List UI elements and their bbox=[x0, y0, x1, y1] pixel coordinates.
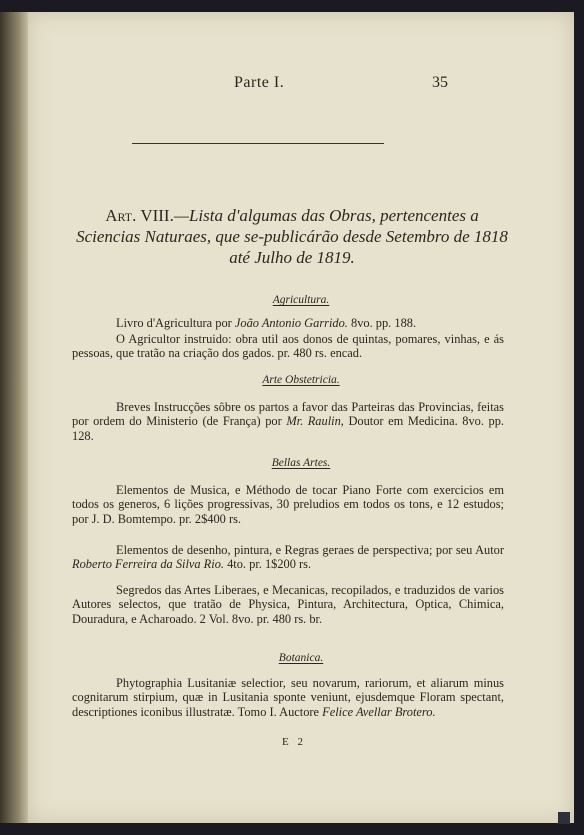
entry-text: Phytographia Lusitaniæ selectior, seu novarum, rariorum, et aliarum minus cognitarum stirpium, quæ in Lusitania sponte veniunt, ejusdemque Floram spectant, descriptiones iconibus illustratæ. Tomo I. Auctore bbox=[72, 676, 504, 719]
entry-text: Segredos das Artes Liberaes, e Mecanicas, recopilados, e traduzidos de varios Autores selectos, que tratão de Physica, Pintura, Architectura, Optica, Chimica, Douradura, e Acharoado. 2 Vol. 8vo. pr. 480 rs. br. bbox=[72, 583, 504, 626]
entry-tail: , Doutor em Medicina. 8vo. pp. 128. bbox=[72, 414, 505, 443]
entry-tail: 4to. pr. 1$200 rs. bbox=[224, 557, 312, 572]
section-heading-bellas-artes: Bellas Artes. bbox=[271, 457, 331, 469]
section-heading-obstetricia: Arte Obstetricia. bbox=[262, 374, 340, 386]
entry-author: João Antonio Garrido. bbox=[234, 316, 348, 330]
entry-author: Roberto Ferreira da Silva Rio. bbox=[72, 557, 224, 572]
section-heading-botanica: Botanica. bbox=[278, 652, 324, 664]
entry-phytographia bbox=[72, 676, 504, 719]
entry-text: Elementos de Musica, e Méthodo de tocar Piano Forte com exercicios em todos os generos, 6 lições progressivas, 30 preludios em todos os tons, e 12 estudos; por J. D. Bomtempo. pr. 2$400 rs. bbox=[72, 483, 504, 526]
entry-breves-instruccoes bbox=[72, 400, 504, 443]
article-title: —Lista d'algumas das Obras, pertencentes a Sciencias Naturaes, que se-publicárão desde Setembro de 1818 até Julho de 1819. bbox=[76, 206, 508, 267]
entry-elementos-musica bbox=[72, 483, 504, 526]
page-number: 35 bbox=[432, 74, 448, 91]
running-title: Parte I. bbox=[234, 74, 285, 91]
entry-text: Livro d'Agricultura por bbox=[116, 316, 235, 330]
entry-text: Breves Instrucções sôbre os partos a favor das Parteiras das Provincias, feitas por ordem do Ministerio (de França) por bbox=[72, 400, 504, 429]
book-page bbox=[28, 12, 574, 823]
entry-text: O Agricultor instruido: obra util aos donos de quintas, pomares, vinhas, e ás pessoas, que tratão na criação dos gados. pr. 480 rs. encad. bbox=[72, 332, 504, 361]
entry-elementos-desenho bbox=[72, 543, 504, 572]
article-heading bbox=[72, 205, 512, 268]
entry-text: Elementos de desenho, pintura, e Regras geraes de perspectiva; por seu Autor bbox=[116, 543, 504, 557]
header-rule bbox=[132, 143, 384, 145]
book-spine-edge bbox=[0, 12, 30, 823]
entry-author: Felice Avellar Brotero. bbox=[322, 704, 436, 719]
entry-author: Mr. Raulin bbox=[286, 414, 341, 429]
entry-livro-agricultura bbox=[72, 316, 504, 330]
article-label: Art. VIII. bbox=[105, 206, 174, 225]
entry-agricultor-instruido bbox=[72, 332, 504, 361]
entry-segredos-artes bbox=[72, 583, 504, 626]
signature-mark: E 2 bbox=[282, 736, 306, 748]
section-heading-agricultura: Agricultura. bbox=[272, 294, 330, 306]
corner-mark bbox=[558, 812, 570, 824]
entry-tail: 8vo. pp. 188. bbox=[347, 316, 417, 330]
